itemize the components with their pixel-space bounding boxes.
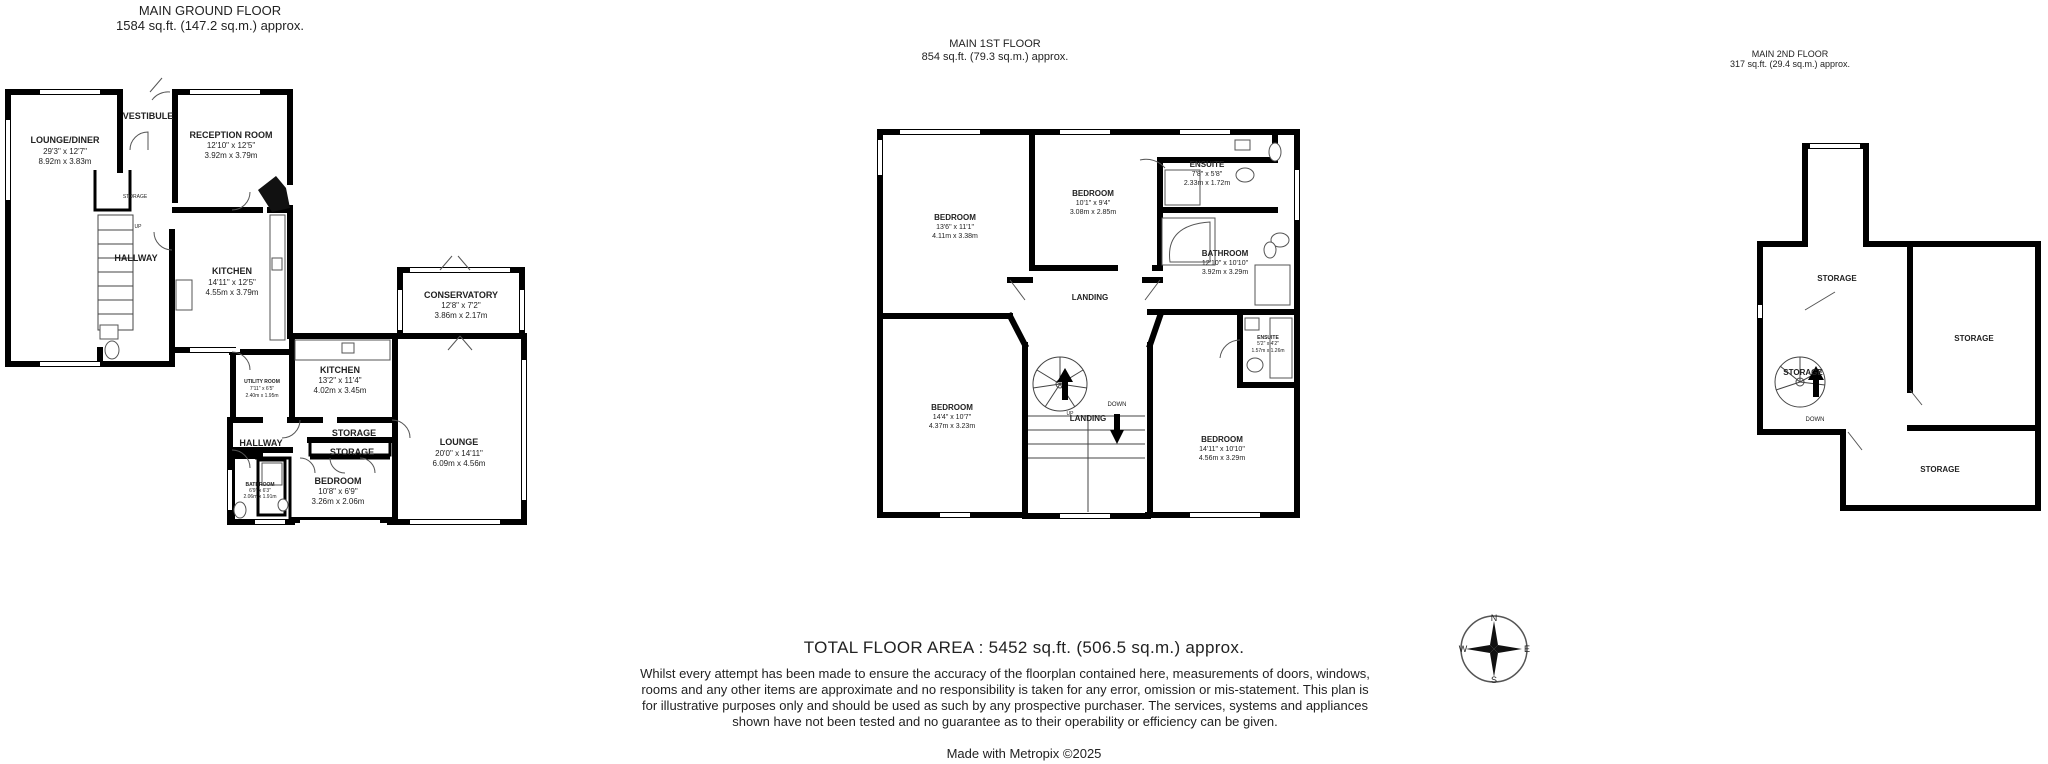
room-storage-2c-name: STORAGE — [1783, 368, 1823, 377]
room-conservatory-name: CONSERVATORY — [423, 290, 499, 300]
room-conservatory-dim-imperial: 12'8" x 7'2" — [441, 301, 481, 310]
room-utility-name: UTILITY ROOM — [244, 379, 280, 385]
room-bedroom2-dim-metric: 3.08m x 2.85m — [1069, 209, 1117, 216]
room-ensuite2-dim-metric: 1.57m x 1.26m — [1251, 348, 1285, 354]
second-floor-area: 317 sq.ft. (29.4 sq.m.) approx. — [1729, 59, 1851, 70]
room-lounge-diner-dim-imperial: 29'3" x 12'7" — [43, 147, 87, 156]
room-storage-2b-name: STORAGE — [1954, 334, 1994, 343]
room-lounge-name: LOUNGE — [439, 437, 479, 447]
room-bedroom2-name: BEDROOM — [1072, 189, 1114, 198]
second-floor-name: MAIN 2ND FLOOR — [1751, 49, 1829, 59]
room-hallway2-name: HALLWAY — [239, 438, 283, 448]
room-bedroom-gf-dim-imperial: 10'8" x 6'9" — [318, 487, 358, 496]
first-spiral-stair — [1033, 357, 1087, 411]
room-kitchen-dim-metric: 4.55m x 3.79m — [205, 288, 259, 297]
room-vestibule-name: VESTIBULE — [122, 111, 174, 121]
room-ensuite2-name: ENSUITE — [1257, 335, 1279, 341]
ground-floor-area: 1584 sq.ft. (147.2 sq.m.) approx. — [116, 17, 304, 33]
first-up-label: UP — [1066, 411, 1074, 417]
room-kitchen2-name: KITCHEN — [320, 365, 360, 375]
room-lounge-dim-metric: 6.09m x 4.56m — [432, 459, 486, 468]
second-down-label: DOWN — [1805, 417, 1825, 423]
room-reception-name: RECEPTION ROOM — [189, 130, 273, 140]
room-ensuite1-name: ENSUITE — [1189, 160, 1225, 169]
first-floor-name: MAIN 1ST FLOOR — [949, 38, 1041, 50]
room-reception-dim-metric: 3.92m x 3.79m — [204, 151, 258, 160]
room-kitchen-name: KITCHEN — [212, 266, 252, 276]
room-lounge-dim-imperial: 20'0" x 14'11" — [435, 449, 483, 458]
compass-south-label: S — [1490, 675, 1498, 685]
ground-storage-small-label: STORAGE — [122, 194, 148, 200]
first-floor-area: 854 sq.ft. (79.3 sq.m.) approx. — [921, 50, 1069, 63]
disclaimer-text: Whilst every attempt has been made to ensure the accuracy of the floorplan contained here, measurements of doors, windows, rooms and any other items are approximate and no responsibility is taken for any error, omission or mis-statement. This plan is for illustrative purposes only and should be used as such by any prospective purchaser. The services, systems and appliances shown have not been tested and no guarantee as to their operability or efficiency can be given. — [640, 666, 1370, 729]
room-bedroom4-name: BEDROOM — [1201, 435, 1243, 444]
room-bathroom-gf-dim-imperial: 6'9" x 6'3" — [249, 488, 271, 494]
room-utility-dim-metric: 2.40m x 1.95m — [245, 393, 279, 399]
room-storage-a-name: STORAGE — [331, 428, 377, 438]
room-bedroom-gf-name: BEDROOM — [314, 476, 362, 486]
ground-stairs — [98, 215, 133, 330]
room-bedroom-gf-dim-metric: 3.26m x 2.06m — [311, 497, 365, 506]
room-storage-2d-name: STORAGE — [1920, 465, 1960, 474]
room-bedroom4-dim-metric: 4.56m x 3.29m — [1198, 455, 1246, 462]
made-with-credit: Made with Metropix ©2025 — [946, 746, 1102, 761]
room-kitchen2-dim-imperial: 13'2" x 11'4" — [318, 376, 362, 385]
room-storage-2a-name: STORAGE — [1817, 274, 1857, 283]
room-hallway-name: HALLWAY — [114, 253, 158, 263]
ground-floor-labels — [30, 111, 498, 506]
room-bathroom1-dim-metric: 3.92m x 3.29m — [1201, 269, 1249, 276]
room-bathroom-gf-name: BATHROOM — [245, 482, 275, 488]
ground-up-label: UP — [134, 224, 142, 230]
room-bathroom-gf-dim-metric: 2.06m x 1.91m — [243, 494, 277, 500]
room-ensuite2-dim-imperial: 5'2" x 4'2" — [1257, 341, 1279, 347]
room-kitchen2-dim-metric: 4.02m x 3.45m — [313, 386, 367, 395]
room-ensuite1-dim-metric: 2.33m x 1.72m — [1183, 180, 1231, 187]
room-bedroom3-dim-imperial: 14'4" x 10'7" — [932, 414, 972, 421]
room-bedroom3-dim-metric: 4.37m x 3.23m — [928, 423, 976, 430]
room-reception-dim-imperial: 12'10" x 12'5" — [206, 141, 256, 150]
room-storage-b-name: STORAGE — [329, 447, 375, 457]
compass-north-label: N — [1490, 613, 1498, 623]
first-straight-stair — [1028, 414, 1145, 512]
room-kitchen-dim-imperial: 14'11" x 12'5" — [208, 278, 256, 287]
second-spiral-stair — [1775, 357, 1825, 407]
room-landing2-name: LANDING — [1069, 414, 1107, 423]
compass-west-label: W — [1458, 644, 1468, 654]
room-bedroom1-name: BEDROOM — [934, 213, 976, 222]
compass-east-label: E — [1523, 644, 1531, 654]
ground-floor-name: MAIN GROUND FLOOR — [138, 3, 282, 18]
second-floor-plan — [1760, 146, 2038, 508]
room-lounge-diner-name: LOUNGE/DINER — [30, 135, 100, 145]
room-lounge-diner-dim-metric: 8.92m x 3.83m — [38, 157, 92, 166]
room-bedroom2-dim-imperial: 10'1" x 9'4" — [1075, 200, 1111, 207]
first-down-label: DOWN — [1107, 402, 1127, 408]
room-bedroom1-dim-metric: 4.11m x 3.38m — [932, 233, 978, 240]
room-bathroom1-dim-imperial: 12'10" x 10'10" — [1201, 260, 1249, 267]
room-bathroom1-name: BATHROOM — [1201, 249, 1249, 258]
room-bedroom1-dim-imperial: 13'6" x 11'1" — [936, 224, 974, 231]
room-bedroom4-dim-imperial: 14'11" x 10'10" — [1199, 446, 1245, 453]
total-floor-area: TOTAL FLOOR AREA : 5452 sq.ft. (506.5 sq.m.) approx. — [803, 638, 1245, 657]
room-landing1-name: LANDING — [1071, 293, 1109, 302]
room-ensuite1-dim-imperial: 7'8" x 5'8" — [1191, 171, 1223, 178]
room-bedroom3-name: BEDROOM — [931, 403, 973, 412]
room-conservatory-dim-metric: 3.86m x 2.17m — [434, 311, 488, 320]
room-utility-dim-imperial: 7'11" x 6'5" — [249, 386, 275, 392]
